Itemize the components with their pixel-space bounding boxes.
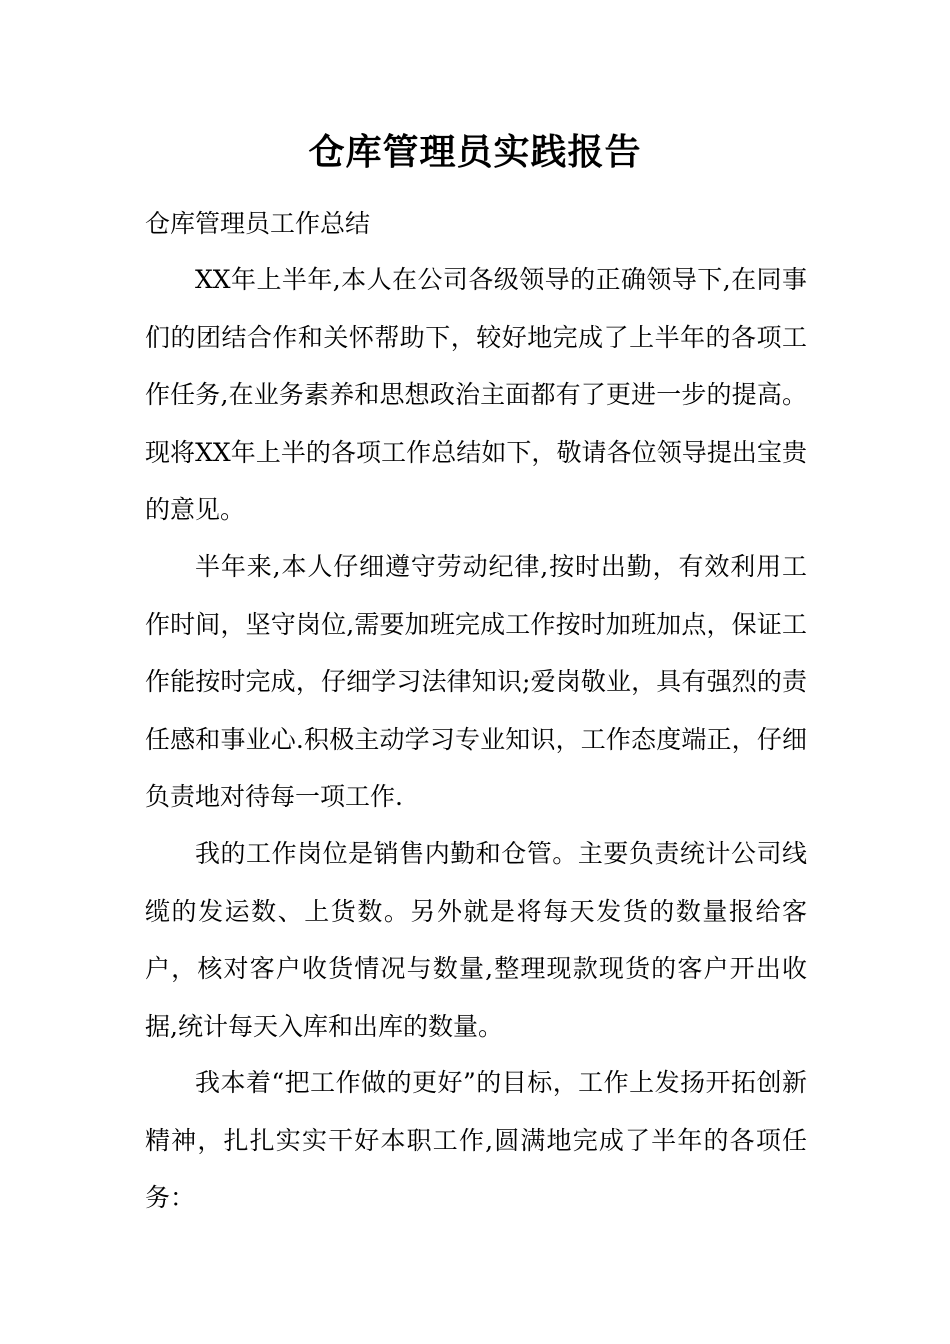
- document-subtitle: 仓库管理员工作总结: [145, 209, 371, 238]
- paragraph: XX年上半年,本人在公司各级领导的正确领导下,在同事们的团结合作和关怀帮助下，较好地完成了上半年的各项工作任务,在业务素养和思想政治主面都有了更进一步的提高。现将XX年上半的各项工作总结如下，敬请各位领导提出宝贵的意见。: [145, 265, 807, 524]
- paragraph: 我本着“把工作做的更好”的目标，工作上发扬开拓创新精神，扎扎实实干好本职工作,圆满地完成了半年的各项任务：: [145, 1068, 807, 1212]
- paragraph: 我的工作岗位是销售内勤和仓管。主要负责统计公司线缆的发运数、上货数。另外就是将每天发货的数量报给客户，核对客户收货情况与数量,整理现款现货的客户开出收据,统计每天入库和出库的数量。: [145, 839, 807, 1041]
- document-title: 仓库管理员实践报告: [308, 132, 642, 173]
- paragraph: 半年来,本人仔细遵守劳动纪律,按时出勤，有效利用工作时间，坚守岗位,需要加班完成工作按时加班加点，保证工作能按时完成，仔细学习法律知识;爱岗敬业，具有强烈的责任感和事业心.积极主动学习专业知识，工作态度端正，仔细负责地对待每一项工作.: [145, 552, 807, 811]
